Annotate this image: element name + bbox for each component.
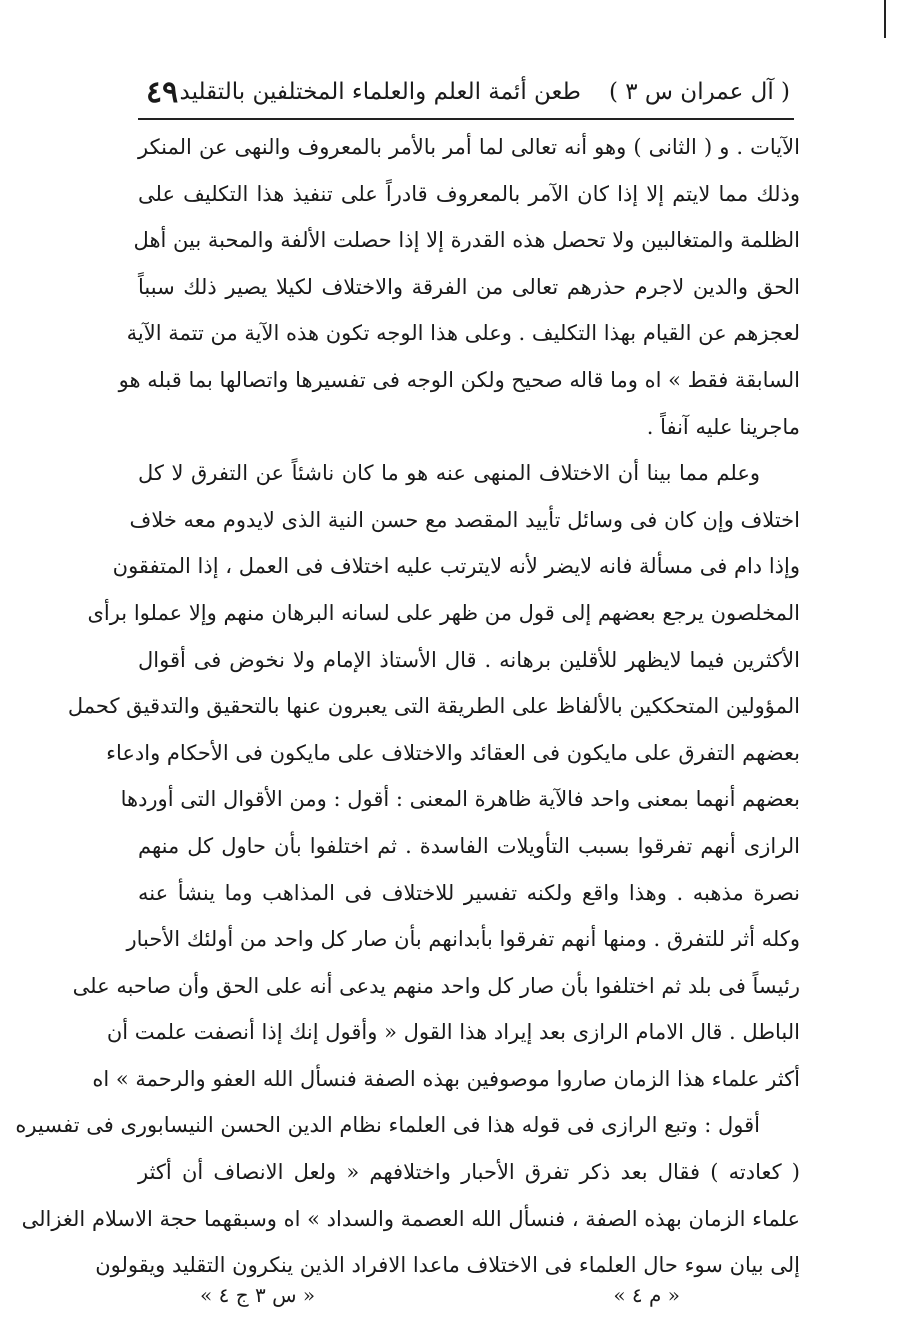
chapter-title: طعن أئمة العلم والعلماء المختلفين بالتقليد bbox=[179, 79, 581, 105]
paragraph-start: أقول : وتبع الرازى فى قوله هذا فى العلماء نظام الدين الحسن النيسابورى فى تفسيره bbox=[15, 1113, 760, 1138]
text-line: المخلصون يرجع بعضهم إلى قول من ظهر على لسانه البرهان منهم وإلا عملوا برأى bbox=[87, 600, 800, 625]
text-line: بعضهم أنهما بمعنى واحد فالآية ظاهرة المعنى : أقول : ومن الأقوال التى أوردها bbox=[120, 787, 800, 812]
text-line: المؤولين المتحككين بالألفاظ على الطريقة التى يعبرون عنها بالتحقيق والتدقيق كحمل bbox=[67, 694, 800, 719]
text-line: ماجرينا عليه آنفاً . bbox=[646, 414, 800, 439]
text-line: الباطل . قال الامام الرازى بعد إيراد هذا القول « وأقول إنك إذا أنصفت علمت أن bbox=[106, 1020, 800, 1045]
text-line: الحق والدين لاجرم حذرهم تعالى من الفرقة والاختلاف لكيلا يصير ذلك سبباً bbox=[138, 274, 800, 299]
paragraph-start: وعلم مما بينا أن الاختلاف المنهى عنه هو ما كان ناشئاً عن التفرق لا كل bbox=[138, 461, 760, 486]
text-line: ( كعادته ) فقال بعد ذكر تفرق الأحبار واختلافهم « ولعل الانصاف أن أكثر bbox=[138, 1160, 800, 1185]
page-footer bbox=[200, 1283, 680, 1307]
text-line: وإذا دام فى مسألة فانه لايضر لأنه لايترتب عليه اختلاف فى العمل ، إذا المتفقون bbox=[112, 554, 800, 579]
text-line: الآيات . و ( الثانى ) وهو أنه تعالى لما أمر بالأمر بالمعروف والنهى عن المنكر bbox=[138, 135, 800, 159]
text-line: السابقة فقط » اه وما قاله صحيح ولكن الوجه فى تفسيرها واتصالها بما قبله هو bbox=[118, 367, 800, 392]
page-edge-mark bbox=[884, 0, 886, 38]
text-line: الرازى أنهم تفرقوا بسبب التأويلات الفاسدة . ثم اختلفوا بأن حاول كل منهم bbox=[138, 833, 800, 858]
footer-signature-right: « م ٤ » bbox=[613, 1283, 680, 1307]
text-line: إلى بيان سوء حال العلماء فى الاختلاف ماعدا الافراد الذين ينكرون التقليد ويقولون bbox=[95, 1253, 800, 1278]
page-header bbox=[140, 70, 790, 114]
text-line: اختلاف وإن كان فى وسائل تأييد المقصد مع حسن النية الذى لايدوم معه خلاف bbox=[129, 507, 800, 532]
text-line: علماء الزمان بهذه الصفة ، فنسأل الله العصمة والسداد » اه وسبقهما حجة الاسلام الغزالى bbox=[21, 1206, 800, 1231]
text-line: الأكثرين فيما لايظهر للأقلين برهانه . قال الأستاذ الإمام ولا نخوض فى أقوال bbox=[138, 647, 800, 672]
text-line: الظلمة والمتغالبين ولا تحصل هذه القدرة إلا إذا حصلت الألفة والمحبة بين أهل bbox=[133, 228, 800, 253]
header-rule bbox=[138, 118, 794, 120]
text-line: وكله أثر للتفرق . ومنها أنهم تفرقوا بأبدانهم بأن صار كل واحد من أولئك الأحبار bbox=[126, 927, 800, 952]
text-line: وذلك مما لايتم إلا إذا كان الآمر بالمعروف قادراً على تنفيذ هذا التكليف على bbox=[138, 181, 800, 206]
text-line: رئيساً فى بلد ثم اختلفوا بأن صار كل واحد منهم يدعى أنه على الحق وأن صاحبه على bbox=[72, 973, 800, 998]
page-number: ٤٩ bbox=[146, 74, 179, 110]
text-line: بعضهم التفرق على مايكون فى العقائد والاختلاف على مايكون فى الأحكام وادعاء bbox=[106, 740, 800, 765]
footer-signature-left: « س ٣ ج ٤ » bbox=[200, 1283, 316, 1307]
surah-reference: ( آل عمران س ٣ ) bbox=[608, 79, 790, 105]
text-line: لعجزهم عن القيام بهذا التكليف . وعلى هذا الوجه تكون هذه الآية من تتمة الآية bbox=[126, 321, 800, 346]
running-header bbox=[180, 79, 790, 105]
body-text bbox=[15, 124, 800, 1289]
text-line: أكثر علماء هذا الزمان صاروا موصوفين بهذه الصفة فنسأل الله العفو والرحمة » اه bbox=[92, 1066, 800, 1091]
text-line: نصرة مذهبه . وهذا واقع ولكنه تفسير للاختلاف فى المذاهب وما ينشأ عنه bbox=[138, 880, 800, 905]
